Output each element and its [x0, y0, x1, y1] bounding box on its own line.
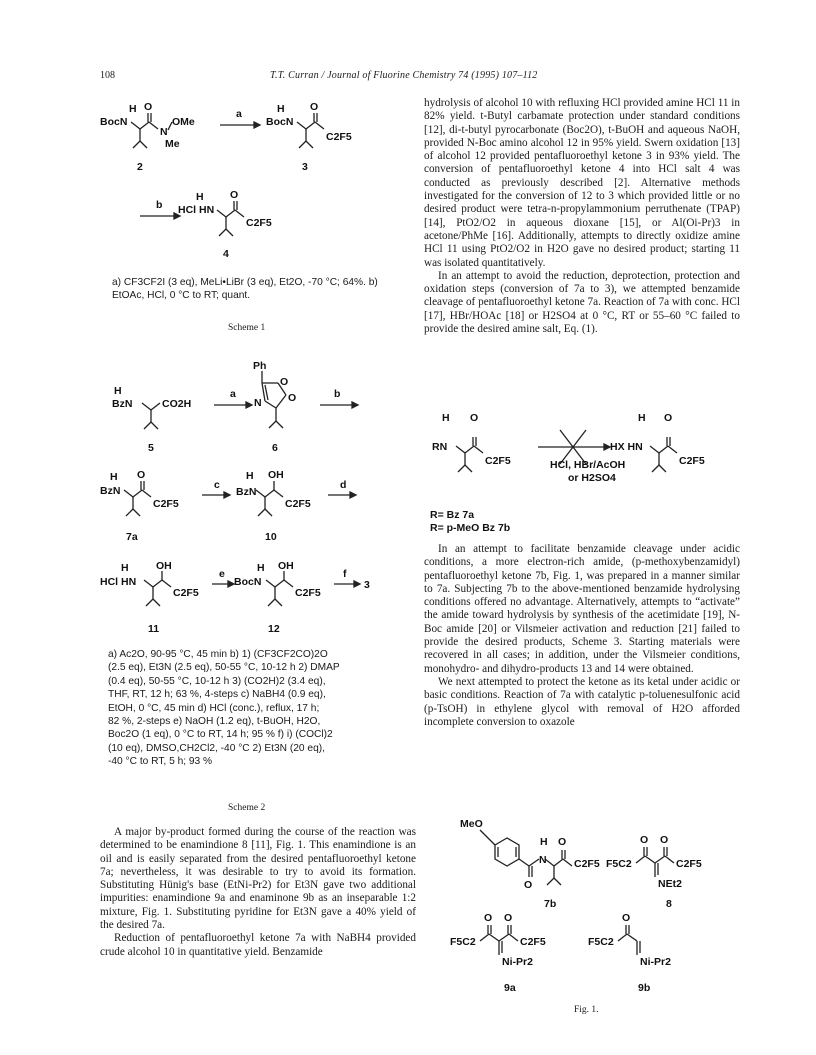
s1-cpd-4: 4 — [223, 248, 229, 260]
s2-cpd-7a: 7a — [126, 531, 138, 543]
s2-cond-line: EtOH, 0 °C, 45 min d) HCl (conc.), reflux, 17 h; — [108, 702, 320, 714]
s1-4-h: H — [196, 191, 204, 203]
s2-7a-bzn: BzN — [100, 485, 121, 497]
s2-arrow-e: e — [219, 568, 225, 580]
eq1-reagent-2: or H2SO4 — [568, 472, 616, 484]
fig1-cpd-9a: 9a — [504, 982, 516, 994]
s2-6-o: O — [288, 392, 297, 404]
s2-cond-line: 82 %, 2-steps e) NaOH (1.2 eq), t-BuOH, H2O, — [108, 716, 321, 728]
eq1-legend-7b: R= p-MeO Bz 7b — [430, 522, 511, 533]
s2-12-c2f5: C2F5 — [295, 587, 321, 599]
equation1-structures — [430, 408, 740, 533]
right-column-text-top — [424, 97, 740, 336]
paragraph: Reduction of pentafluoroethyl ketone 7a with NaBH4 provided crude alcohol 10 in quantitative yield. Benzamide — [100, 932, 416, 958]
fig1-cpd-7b: 7b — [544, 898, 557, 910]
s2-12-bocn: BocN — [234, 576, 262, 588]
s2-7a-h: H — [110, 471, 118, 483]
eq1-prod-c2f5: C2F5 — [679, 455, 705, 467]
fig1-7b-ok: O — [558, 836, 567, 848]
s2-10-bzn: BzN — [236, 486, 257, 498]
scheme1-caption: Scheme 1 — [228, 323, 266, 333]
s1-2-bocn: BocN — [100, 116, 128, 128]
fig1-meo: MeO — [460, 818, 483, 830]
scheme2-conditions — [108, 648, 420, 769]
fig1-7b-h: H — [540, 836, 548, 848]
s2-6-o-ring: O — [280, 376, 289, 388]
paragraph: We next attempted to protect the ketone as its ketal under acidic or basic conditions. Reaction of 7a with catalytic p-toluenesulfonic acid (p-TsOH) in ethylene glycol with removal of H2O afforded incomplete conversion to oxazole — [424, 675, 740, 728]
scheme2-structures — [100, 355, 420, 635]
s1-4-c2f5: C2F5 — [246, 217, 272, 229]
fig1-8-f5c2: F5C2 — [606, 858, 632, 870]
eq1-h: H — [442, 412, 450, 424]
eq1-rn: RN — [432, 441, 448, 453]
fig1-9b-nipr2: Ni-Pr2 — [640, 956, 671, 968]
s1-2-o: O — [144, 101, 153, 113]
paragraph: hydrolysis of alcohol 10 with refluxing HCl provided amine HCl 11 in 82% yield. t-Butyl carbamate protection under standard conditions [12], di-t-butyl pyrocarbonate (Boc2O), t-BuOH and aqueous NaOH, provided N-Boc amino alcohol 12 in 95% yield. Swern oxidation [13] of alcohol 12 provided pentafluoroethyl ketone 3 in 93% yield. The conversion of pentafluoroethyl ketone 4 into HCl salt 4 was conducted as previously described [2]. Alternative methods investigated for the conversion of 12 to 3 which provided little or no desired product were tetra-n-propylammonium perruthenate (TPAP) [14], PtO2/O2 in aqueous dioxane [15], or Al(Oi-Pr)3 in acetone/PhMe [16]. Additionally, attempts to directly oxidize amine HCl 11 using PtO2/O2 in H2O gave no desired product; starting 11 was isolated quantitatively. — [424, 97, 740, 269]
fig1-9a-f5c2: F5C2 — [450, 936, 476, 948]
eq1-reagent-1: HCl, HBr/AcOH — [550, 459, 626, 471]
figure1-caption: Fig. 1. — [574, 1005, 599, 1015]
s2-6-n: N — [254, 397, 262, 409]
s2-cpd-6: 6 — [272, 442, 278, 454]
s1-cpd-2: 2 — [137, 161, 143, 173]
s1-4-o: O — [230, 189, 239, 201]
s1-arrow-a: a — [236, 108, 242, 120]
fig1-9a-o2: O — [504, 912, 513, 924]
fig1-9a-o1: O — [484, 912, 493, 924]
figure1-structures — [440, 815, 740, 1015]
fig1-7b-n: N — [539, 854, 547, 866]
s2-arrow-c: c — [214, 479, 220, 491]
s2-5-h: H — [114, 385, 122, 397]
s2-11-oh: OH — [156, 560, 172, 572]
s2-cpd-5: 5 — [148, 442, 154, 454]
s2-5-co2h: CO2H — [162, 398, 192, 410]
s2-cpd-12: 12 — [268, 623, 280, 635]
s2-10-h: H — [246, 470, 254, 482]
s2-arrow-b: b — [334, 388, 341, 400]
s1-3-o: O — [310, 101, 319, 113]
fig1-cpd-8: 8 — [666, 898, 672, 910]
s1-2-n: N — [160, 126, 168, 138]
s2-arrow-f: f — [343, 568, 347, 580]
s2-cpd-3: 3 — [364, 579, 370, 591]
left-column-text — [100, 826, 416, 959]
fig1-7b-o: O — [524, 879, 533, 891]
s1-2-ome: OMe — [172, 116, 195, 128]
s2-cpd-11: 11 — [148, 623, 160, 635]
eq1-prod-o: O — [664, 412, 673, 424]
eq1-legend-7a: R= Bz 7a — [430, 509, 475, 521]
running-head: T.T. Curran / Journal of Fluorine Chemistry 74 (1995) 107–112 — [270, 70, 538, 81]
fig1-8-o2: O — [660, 834, 669, 846]
fig1-8-net2: NEt2 — [658, 878, 682, 890]
s1-cpd-3: 3 — [302, 161, 308, 173]
scheme1-structures — [100, 95, 420, 280]
s1-arrow-b: b — [156, 199, 163, 211]
s2-11-h: H — [121, 562, 129, 574]
right-column-text-mid — [424, 543, 740, 729]
s2-arrow-d: d — [340, 479, 347, 491]
s2-10-c2f5: C2F5 — [285, 498, 311, 510]
s2-cond-line: (10 eq), DMSO,CH2Cl2, -40 °C 2) Et3N (20 eq), — [108, 742, 325, 754]
fig1-8-c2f5: C2F5 — [676, 858, 702, 870]
eq1-c2f5: C2F5 — [485, 455, 511, 467]
paragraph: In an attempt to avoid the reduction, deprotection, protection and oxidation steps (conversion of 7a to 3), we attempted benzamide cleavage of pentafluoroethyl ketone 7a. Reaction of 7a with conc. HCl [17], HBr/HOAc [18] or H2SO4 at 0 °C, RT or 55–60 °C failed to provide the desired amine salt, Eq. (1). — [424, 269, 740, 336]
fig1-cpd-9b: 9b — [638, 982, 651, 994]
fig1-8-o1: O — [640, 834, 649, 846]
s2-6-ph: Ph — [253, 360, 267, 372]
s2-cond-line: THF, RT, 12 h; 63 %, 4-steps c) NaBH4 (0.9 eq), — [108, 689, 326, 701]
s2-11-c2f5: C2F5 — [173, 587, 199, 599]
fig1-9a-nipr2: Ni-Pr2 — [502, 956, 533, 968]
s2-7a-c2f5: C2F5 — [153, 498, 179, 510]
paragraph: A major by-product formed during the course of the reaction was determined to be enamindione 8 [11], Fig. 1. This enamindione is an oil and is easily separated from the desired pentafluoroethyl ketone 7a; nevertheless, it was desirable to try to avoid its formation. Substituting Hünig's base (EtNi-Pr2) for Et3N gave two additional impurities: enamindione 9a and enaminone 9b as an inseparable 1:2 mixture, Fig. 1. Substituting pyridine for Et3N gave a 40% yield of the desired 7a. — [100, 826, 416, 932]
s2-cpd-10: 10 — [265, 531, 277, 543]
s2-12-oh: OH — [278, 560, 294, 572]
s1-3-c2f5: C2F5 — [326, 131, 352, 143]
s2-cond-line: (2.5 eq), Et3N (2.5 eq), 50-55 °C, 10-12 h 2) DMAP — [108, 662, 340, 674]
s2-5-bzn: BzN — [112, 398, 133, 410]
s2-cond-line: a) Ac2O, 90-95 °C, 45 min b) 1) (CF3CF2CO)2O — [108, 649, 328, 660]
fig1-7b-c2f5: C2F5 — [574, 858, 600, 870]
paragraph: In an attempt to facilitate benzamide cleavage under acidic conditions, a more electron-rich amide, (p-methoxybenzamidyl) pentafluoroethyl ketone 7b, Fig. 1, was prepared in a manner similar to 7a. Subjecting 7b to the above-mentioned benzamide hydrolysing conditions offered no advantage. Alternatively, attempts to “activate” the amide toward hydrolysis by synthesis of the acetimidate [19], N-Boc amide [20] or Vilsmeier activation and reduction [21] failed to provide the desired products, Scheme 3. Starting materials were recovered in all cases; in addition, under the Vilsmeier conditions, monohydro- and dihydro-products 13 and 14 were obtained. — [424, 543, 740, 675]
s2-12-h: H — [257, 562, 265, 574]
eq1-prod-h: H — [638, 412, 646, 424]
s2-cond-line: -40 °C to RT, 5 h; 93 % — [108, 756, 213, 768]
eq1-o: O — [470, 412, 479, 424]
fig1-9a-c2f5: C2F5 — [520, 936, 546, 948]
scheme1-conditions: a) CF3CF2I (3 eq), MeLi•LiBr (3 eq), Et2O, -70 °C; 64%. b) EtOAc, HCl, 0 °C to RT; quant. — [112, 277, 378, 302]
s1-4-hclhn: HCl HN — [178, 204, 215, 216]
s1-2-me: Me — [165, 138, 180, 150]
fig1-9b-o: O — [622, 912, 631, 924]
s2-cond-line: (0.4 eq), 50-55 °C, 10-12 h 3) (CO2H)2 (3.4 eq), — [108, 675, 326, 687]
eq1-hxhn: HX HN — [610, 441, 643, 453]
s2-10-oh: OH — [268, 469, 284, 481]
s2-cond-line: Boc2O (1 eq), 0 °C to RT, 14 h; 95 % f) i) (COCl)2 — [108, 729, 333, 741]
s2-7a-o: O — [137, 469, 146, 481]
page-number: 108 — [100, 70, 115, 81]
s2-11-hclhn: HCl HN — [100, 576, 137, 588]
fig1-9b-f5c2: F5C2 — [588, 936, 614, 948]
scheme2-caption: Scheme 2 — [228, 803, 266, 813]
s1-3-h: H — [277, 103, 285, 115]
s1-2-h: H — [129, 103, 137, 115]
s1-3-bocn: BocN — [266, 116, 294, 128]
s2-arrow-a: a — [230, 388, 236, 400]
